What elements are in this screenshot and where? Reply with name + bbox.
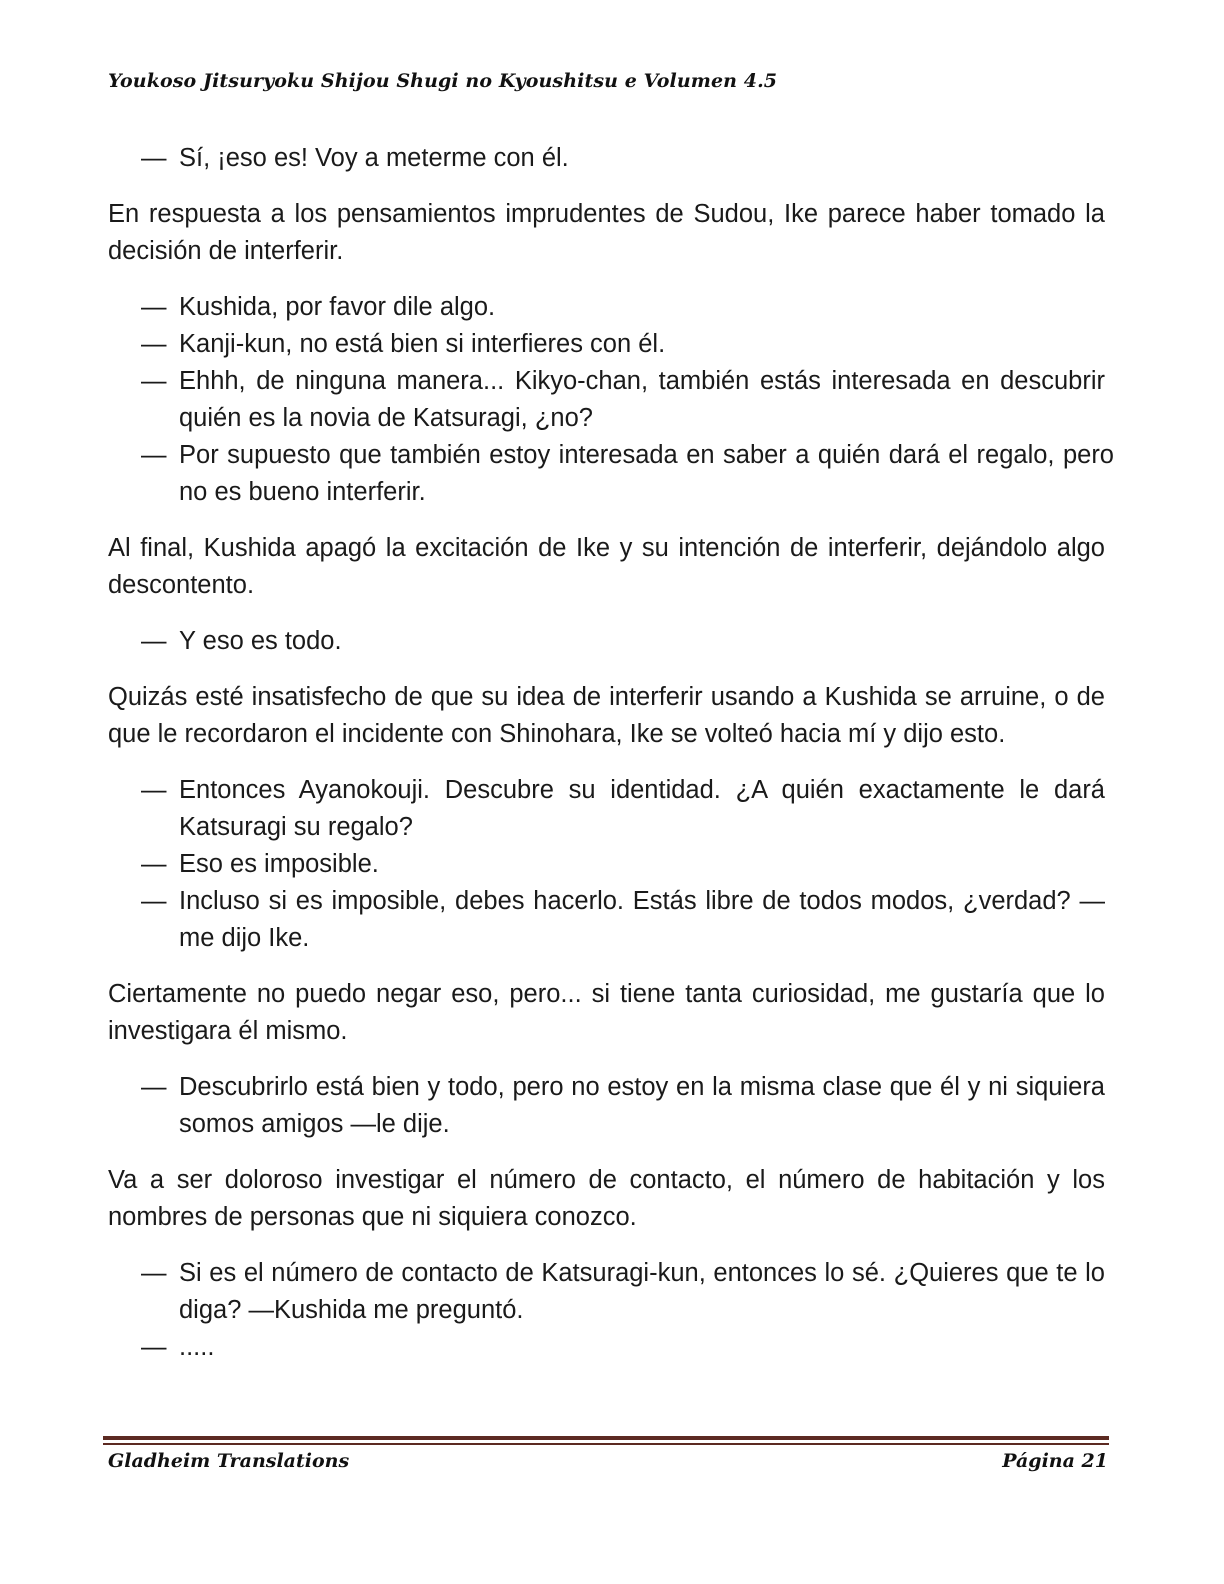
dialogue-dash: — [141,293,167,321]
paragraph: Quizás esté insatisfecho de que su idea de interferir usando a Kushida se arruine, o de que le recordaron el incidente con Shinohara, Ike se volteó hacia mí y dijo esto. [108,683,1105,748]
dialogue-line [108,623,1105,660]
dialogue-dash: — [141,144,167,172]
dialogue-text: Eso es imposible. [179,850,379,878]
dialogue-text: Incluso si es imposible, debes hacerlo. Estás libre de todos modos, ¿verdad? —me dijo Ike. [179,887,1105,952]
footer-page-number: Página 21 [1002,1450,1108,1472]
paragraph: En respuesta a los pensamientos imprudentes de Sudou, Ike parece haber tomado la decisión de interferir. [108,200,1105,265]
dialogue-line [108,1255,1105,1329]
dialogue-text: Descubrirlo está bien y todo, pero no estoy en la misma clase que él y ni siquiera somos amigos —le dije. [179,1073,1105,1138]
dialogue-text: Por supuesto que también estoy interesada en saber a quién dará el regalo, pero no es bueno interferir. [179,441,1114,506]
running-header-title: Youkoso Jitsuryoku Shijou Shugi no Kyoushitsu e Volumen 4.5 [108,70,778,92]
dialogue-line [108,772,1105,846]
dialogue-dash: — [141,330,167,358]
dialogue-text: Si es el número de contacto de Katsuragi-kun, entonces lo sé. ¿Quieres que te lo diga? —Kushida me preguntó. [179,1259,1105,1324]
dialogue-dash: — [141,887,167,915]
dialogue-line [108,883,1105,957]
dialogue-dash: — [141,776,167,804]
dialogue-dash: — [141,850,167,878]
dialogue-text: Kanji-kun, no está bien si interfieres con él. [179,330,666,358]
dialogue-text: Y eso es todo. [179,627,342,655]
dialogue-line [108,289,1105,326]
dialogue-text: Entonces Ayanokouji. Descubre su identidad. ¿A quién exactamente le dará Katsuragi su regalo? [179,776,1105,841]
dialogue-group [108,1255,1105,1366]
dialogue-group [108,772,1105,957]
footer-publisher: Gladheim Translations [108,1450,350,1472]
dialogue-group [108,289,1114,511]
footer-rule-thin [103,1443,1109,1445]
body-text [108,140,1114,1385]
dialogue-text: Kushida, por favor dile algo. [179,293,496,321]
dialogue-dash: — [141,1333,167,1361]
dialogue-text: Ehhh, de ninguna manera... Kikyo-chan, también estás interesada en descubrir quién es la novia de Katsuragi, ¿no? [179,367,1105,432]
dialogue-dash: — [141,1259,167,1287]
dialogue-line [108,363,1105,437]
dialogue-text: ..... [179,1333,215,1361]
footer-rule-thick [103,1436,1109,1440]
dialogue-dash: — [141,367,167,395]
paragraph: Va a ser doloroso investigar el número de contacto, el número de habitación y los nombres de personas que ni siquiera conozco. [108,1166,1105,1231]
dialogue-line [108,1069,1105,1143]
footer-rule [103,1436,1109,1446]
dialogue-text: Sí, ¡eso es! Voy a meterme con él. [179,144,569,172]
dialogue-line [108,846,1105,883]
dialogue-line [108,326,1105,363]
paragraph: Al final, Kushida apagó la excitación de Ike y su intención de interferir, dejándolo algo descontento. [108,534,1105,599]
dialogue-group [108,623,1105,660]
dialogue-dash: — [141,441,167,469]
dialogue-group [108,1069,1105,1143]
dialogue-line [108,140,1105,177]
dialogue-group [108,140,1105,177]
paragraph: Ciertamente no puedo negar eso, pero... si tiene tanta curiosidad, me gustaría que lo investigara él mismo. [108,980,1105,1045]
dialogue-dash: — [141,627,167,655]
dialogue-line [108,1329,1105,1366]
dialogue-dash: — [141,1073,167,1101]
dialogue-line [108,437,1114,511]
